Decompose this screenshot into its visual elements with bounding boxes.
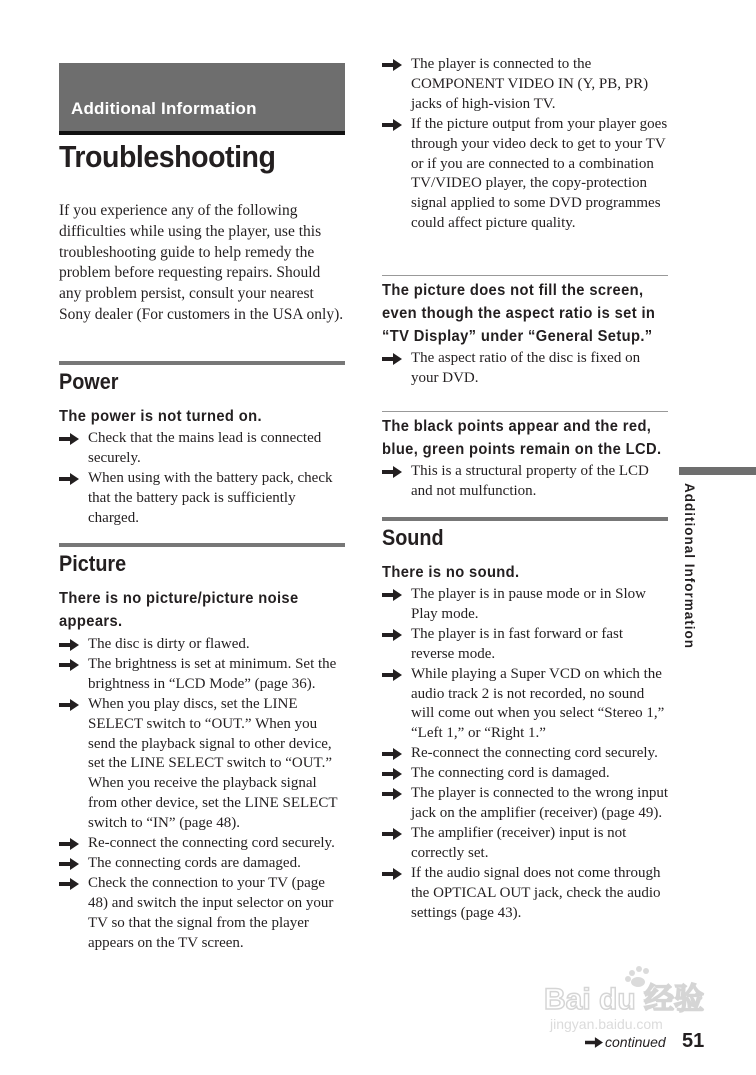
picture-question-1: There is no picture/picture noise appears. — [59, 590, 299, 630]
list-item — [382, 462, 668, 502]
list-item-text: When you play discs, set the LINE SELECT switch to “OUT.” When you send the playback signal to other device, set the LINE SELECT switch to “OUT.” When you receive the playback signal from other device, set the LINE SELECT switch to “IN” (page 48). — [88, 695, 338, 832]
picture-heading: Picture — [59, 551, 127, 576]
arrow-icon — [59, 699, 79, 711]
list-item-text: When using with the battery pack, check that the battery pack is sufficiently charged. — [88, 469, 333, 526]
list-item-text: The amplifier (receiver) input is not correctly set. — [411, 824, 627, 861]
list-item — [59, 655, 345, 695]
page-number: 51 — [682, 1030, 705, 1052]
list-item — [59, 834, 345, 854]
arrow-icon — [59, 878, 79, 890]
list-item-text: Re-connect the connecting cord securely. — [411, 745, 658, 762]
arrow-icon — [382, 768, 402, 780]
picture-question-3: The black points appear and the red, blue, green points remain on the LCD. — [382, 418, 662, 458]
divider — [382, 411, 668, 412]
list-item — [382, 585, 668, 625]
arrow-icon — [382, 629, 402, 641]
list-item — [382, 764, 668, 784]
list-item — [382, 864, 668, 924]
power-heading: Power — [59, 369, 119, 394]
arrow-icon — [59, 858, 79, 870]
sidebar-label: Additional Information — [682, 483, 697, 649]
sound-answer-list — [382, 585, 668, 923]
arrow-icon — [59, 639, 79, 651]
list-item-text: Re-connect the connecting cord securely. — [88, 835, 335, 852]
picture-answer-list-2 — [382, 349, 668, 389]
power-answer-list — [59, 429, 345, 529]
continued-note — [585, 1034, 666, 1050]
list-item — [59, 874, 345, 954]
arrow-icon — [585, 1037, 603, 1048]
list-item — [59, 695, 345, 834]
list-item-text: The disc is dirty or flawed. — [88, 636, 250, 652]
list-item-text: The connecting cords are damaged. — [88, 854, 301, 871]
list-item — [382, 115, 668, 234]
power-question: The power is not turned on. — [59, 408, 262, 425]
power-section — [59, 361, 345, 395]
list-item — [382, 665, 668, 745]
list-item-text: If the audio signal does not come through the OPTICAL OUT jack, check the audio settings (page 43). — [411, 864, 661, 921]
list-item-text: Check that the mains lead is connected securely. — [88, 430, 322, 466]
arrow-icon — [59, 433, 79, 445]
list-item-text: The aspect ratio of the disc is fixed on your DVD. — [411, 350, 641, 386]
sound-question: There is no sound. — [382, 564, 520, 581]
arrow-icon — [59, 473, 79, 485]
intro-paragraph: If you experience any of the following difficulties while using the player, use this troubleshooting guide to help remedy the problem before requesting repairs. Should any problem persist, consult your nearest Sony dealer (For customers in the USA only). — [59, 202, 344, 323]
list-item — [382, 784, 668, 824]
picture-answer-list-1 — [59, 635, 345, 954]
arrow-icon — [382, 868, 402, 880]
list-item-text: The connecting cord is damaged. — [411, 765, 610, 782]
list-item-text: The player is connected to the wrong input jack on the amplifier (receiver) (page 49). — [411, 785, 669, 821]
banner-text: Additional Information — [71, 99, 257, 118]
list-item — [382, 55, 668, 115]
arrow-icon — [382, 669, 402, 681]
arrow-icon — [59, 659, 79, 671]
list-item-text: The player is in fast forward or fast reverse mode. — [411, 625, 624, 662]
section-banner — [59, 63, 345, 135]
arrow-icon — [382, 353, 402, 365]
page-title: Troubleshooting — [59, 139, 276, 174]
arrow-icon — [382, 788, 402, 800]
list-item — [59, 429, 345, 469]
list-item-text: This is a structural property of the LCD and not mulfunction. — [411, 463, 649, 499]
sound-section — [382, 517, 668, 551]
list-item — [382, 744, 668, 764]
list-item — [382, 824, 668, 864]
arrow-icon — [382, 119, 402, 131]
sidebar-tab-bar — [679, 467, 756, 475]
arrow-icon — [382, 828, 402, 840]
list-item-text: The brightness is set at minimum. Set the brightness in “LCD Mode” (page 36). — [88, 655, 337, 692]
list-item-text: The player is in pause mode or in Slow Play mode. — [411, 586, 646, 622]
watermark-url: jingyan.baidu.com — [550, 1016, 663, 1032]
list-item-text: The player is connected to the COMPONENT VIDEO IN (Y, PB, PR) jacks of high-vision TV. — [411, 56, 649, 112]
arrow-icon — [382, 59, 402, 71]
watermark-brand: Bai du 经验 — [544, 983, 705, 1016]
continued-text: continued — [605, 1034, 666, 1050]
baidu-watermark — [540, 965, 715, 1033]
divider — [382, 275, 668, 276]
arrow-icon — [382, 589, 402, 601]
list-item-text: If the picture output from your player goes through your video deck to get to your TV or if you are connected to a combination TV/VIDEO player, the copy-protection signal applied to some DVD programmes could affect picture quality. — [411, 115, 668, 232]
list-item — [59, 469, 345, 529]
list-item — [59, 635, 345, 655]
arrow-icon — [59, 838, 79, 850]
arrow-icon — [382, 748, 402, 760]
list-item — [382, 349, 668, 389]
picture-question-2: The picture does not fill the screen, even though the aspect ratio is set in “TV Display” under “General Setup.” — [382, 282, 656, 345]
sound-heading: Sound — [382, 525, 444, 550]
picture-answer-list-1-continued — [382, 55, 668, 234]
picture-section — [59, 543, 345, 577]
arrow-icon — [382, 466, 402, 478]
list-item — [382, 625, 668, 665]
list-item-text: Check the connection to your TV (page 48) and switch the input selector on your TV so that the signal from the player appears on the TV screen. — [88, 874, 334, 951]
list-item — [59, 854, 345, 874]
list-item-text: While playing a Super VCD on which the audio track 2 is not recorded, no sound will come out when you select “Stereo 1,” “Left 1,” or “Right 1.” — [411, 665, 665, 742]
picture-answer-list-3 — [382, 462, 668, 502]
